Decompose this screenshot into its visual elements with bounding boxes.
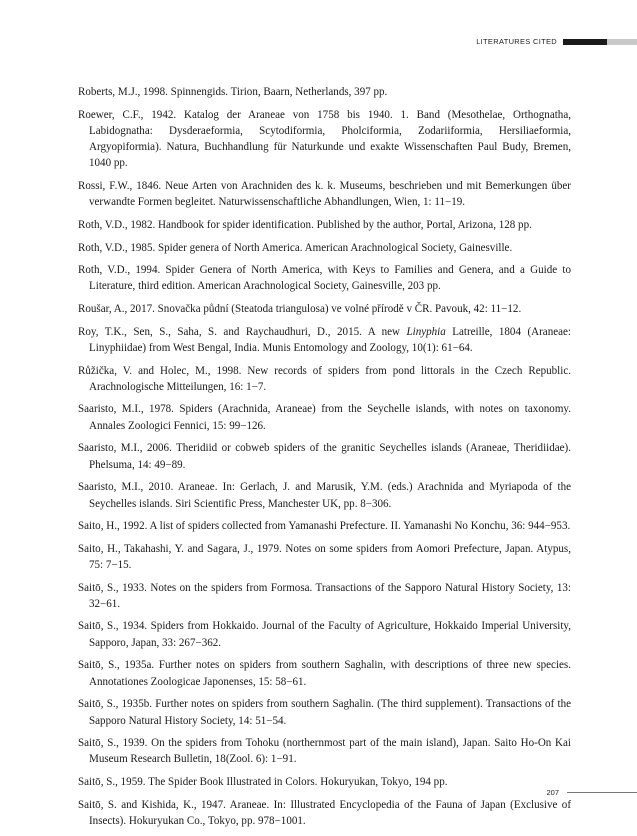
reference-entry: Saito, H., Takahashi, Y. and Sagara, J., 1979. Notes on some spiders from Aomori Prefecture, Japan. Atypus, 75: 7−15. bbox=[78, 542, 571, 571]
reference-entry: Roth, V.D., 1982. Handbook for spider identification. Published by the author, Portal, Arizona, 128 pp. bbox=[78, 218, 532, 231]
page-footer bbox=[546, 788, 637, 797]
reference-entry: Saitō, S., 1935b. Further notes on spiders from southern Saghalin. (The third supplement). Transactions of the Sapporo Natural History Society, 14: 51−54. bbox=[78, 698, 571, 727]
reference-entry: Saitō, S., 1933. Notes on the spiders from Formosa. Transactions of the Sapporo Natural History Society, 13: 32−61. bbox=[78, 581, 571, 610]
reference-entry: Růžička, V. and Holec, M., 1998. New records of spiders from pond littorals in the Czech Republic. Arachnologische Mitteilungen, 16: 1−7. bbox=[78, 364, 571, 393]
header-bar-dark bbox=[563, 39, 607, 45]
reference-entry: Saitō, S., 1959. The Spider Book Illustrated in Colors. Hokuryukan, Tokyo, 194 pp. bbox=[78, 776, 448, 789]
reference-entry: Saaristo, M.I., 1978. Spiders (Arachnida, Araneae) from the Seychelle islands, with notes on taxonomy. Annales Zoologici Fennici, 15: 99−126. bbox=[78, 403, 571, 432]
running-title: LITERATURES CITED bbox=[476, 37, 557, 46]
reference-entry: Saito, H., 1992. A list of spiders collected from Yamanashi Prefecture. II. Yamanashi No Konchu, 36: 944−953. bbox=[78, 520, 571, 533]
reference-entry: Roth, V.D., 1994. Spider Genera of North America, with Keys to Families and Genera, and a Guide to Literature, third edition. American Arachnological Society, Gainesville, 203 pp. bbox=[78, 264, 571, 293]
reference-text: Latreille, 1804 (Araneae: Linyphiidae) from West Bengal, India. Munis Entomology and Zoology, 10(1): 61−64. bbox=[89, 325, 571, 354]
reference-entry: Saitō, S., 1939. On the spiders from Tohoku (northernmost part of the main island), Japan. Saito Ho-On Kai Museum Research Bulletin, 18(Zool. 6): 1−91. bbox=[78, 737, 571, 766]
genus-name: Linyphia bbox=[406, 325, 446, 338]
page-number: 207 bbox=[546, 788, 559, 797]
header-bar-light bbox=[607, 39, 637, 45]
reference-list bbox=[78, 84, 571, 836]
reference-entry: Saitō, S. and Kishida, K., 1947. Araneae. In: Illustrated Encyclopedia of the Fauna of Japan (Exclusive of Insects). Hokuryukan Co., Tokyo, pp. 978−1001. bbox=[78, 798, 571, 827]
running-head bbox=[476, 37, 637, 46]
reference-entry: Saaristo, M.I., 2010. Araneae. In: Gerlach, J. and Marusik, Y.M. (eds.) Arachnida and Myriapoda of the Seychelles islands. Siri Scientific Press, Manchester UK, pp. 8−306. bbox=[78, 481, 571, 510]
reference-text: Roy, T.K., Sen, S., Saha, S. and Raychaudhuri, D., 2015. A new bbox=[78, 325, 407, 338]
reference-entry: Rossi, F.W., 1846. Neue Arten von Arachniden des k. k. Museums, beschrieben und mit Bemerkungen über verwandte Formen begleitet. Naturwissenschaftliche Abhandlungen, Wien, 1: 11−19. bbox=[78, 180, 571, 209]
footer-rule bbox=[567, 792, 637, 793]
reference-entry: Roberts, M.J., 1998. Spinnengids. Tirion, Baarn, Netherlands, 397 pp. bbox=[78, 86, 388, 98]
reference-entry: Saitō, S., 1934. Spiders from Hokkaido. Journal of the Faculty of Agriculture, Hokkaido Imperial University, Sapporo, Japan, 33: 267−362. bbox=[78, 620, 571, 649]
reference-entry: Roth, V.D., 1985. Spider genera of North America. American Arachnological Society, Gainesville. bbox=[78, 241, 513, 254]
reference-entry: Saitō, S., 1935a. Further notes on spiders from southern Saghalin, with descriptions of three new species. Annotationes Zoologicae Japonenses, 15: 58−61. bbox=[78, 659, 571, 688]
reference-entry: Roušar, A., 2017. Snovačka půdní (Steatoda triangulosa) ve volné přírodě v ČR. Pavouk, 42: 11−12. bbox=[78, 303, 522, 316]
reference-entry: Roewer, C.F., 1942. Katalog der Araneae von 1758 bis 1940. 1. Band (Mesothelae, Orthognatha, Labidognatha: Dysderaeformia, Scytodiformia, Pholciformia, Zodariiformia, Hersiliaeformia, Argyopiformia). Natura, Buchhandlung für Naturkunde und exakte Wissenschaften Paul Budy, Bremen, 1040 pp. bbox=[78, 108, 571, 170]
reference-entry bbox=[78, 324, 571, 357]
reference-entry: Saaristo, M.I., 2006. Theridiid or cobweb spiders of the granitic Seychelles islands (Araneae, Theridiidae). Phelsuma, 14: 49−89. bbox=[78, 442, 571, 471]
